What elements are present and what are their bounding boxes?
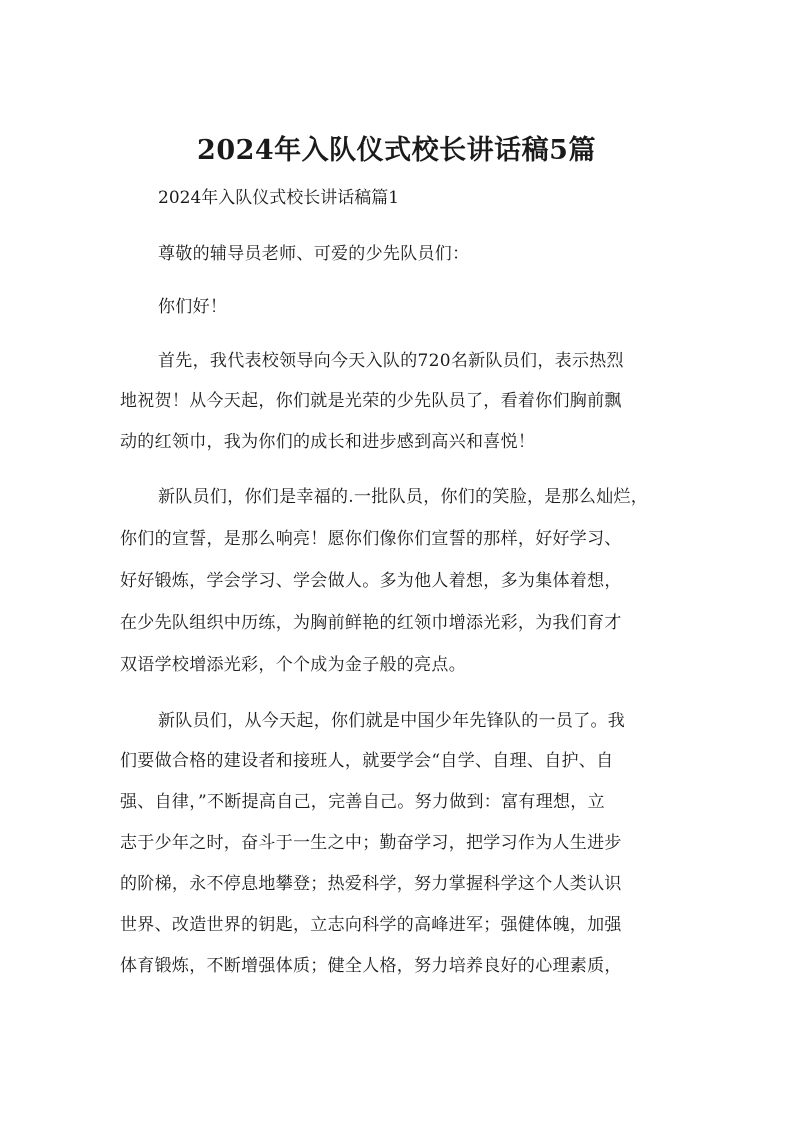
paragraph-3-line-2: 们要做合格的建设者和接班人，就要学会“自学、自理、自护、自	[120, 751, 614, 771]
paragraph-3-line-4: 志于少年之时，奋斗于一生之中；勤奋学习，把学习作为人生进步	[120, 833, 622, 853]
paragraph-3-line-7: 体育锻炼，不断增强体质；健全人格，努力培养良好的心理素质，	[120, 956, 622, 976]
paragraph-2-line-5: 双语学校增添光彩，个个成为金子般的亮点。	[120, 655, 466, 675]
paragraph-1-line-3: 动的红领巾，我为你们的成长和进步感到高兴和喜悦！	[120, 432, 536, 452]
document-title: 2024年入队仪式校长讲话稿5篇	[197, 135, 596, 166]
paragraph-3-line-6: 世界、改造世界的钥匙，立志向科学的高峰进军；强健体魄，加强	[120, 915, 622, 935]
paragraph-2-line-4: 在少先队组织中历练，为胸前鲜艳的红领巾增添光彩，为我们育才	[120, 613, 622, 633]
paragraph-1-line-1: 首先，我代表校领导向今天入队的720名新队员们，表示热烈	[158, 351, 624, 371]
paragraph-3-line-5: 的阶梯，永不停息地攀登；热爱科学，努力掌握科学这个人类认识	[120, 874, 622, 894]
paragraph-3-line-1: 新队员们，从今天起，你们就是中国少年先锋队的一员了。我	[158, 711, 626, 731]
paragraph-2-line-1: 新队员们，你们是幸福的.一批队员，你们的笑脸，是那么灿烂，	[158, 487, 649, 507]
salutation-line: 尊敬的辅导员老师、可爱的少先队员们：	[158, 244, 470, 264]
paragraph-1-line-2: 地祝贺！从今天起，你们就是光荣的少先队员了，看着你们胸前飘	[120, 391, 622, 411]
section-heading: 2024年入队仪式校长讲话稿篇1	[158, 188, 400, 208]
greeting-line: 你们好！	[158, 297, 228, 317]
paragraph-2-line-2: 你们的宣誓，是那么响亮！愿你们像你们宣誓的那样，好好学习、	[120, 529, 622, 549]
paragraph-3-line-3: 强、自律，”不断提高自己，完善自己。努力做到：富有理想，立	[120, 792, 605, 812]
paragraph-2-line-3: 好好锻炼，学会学习、学会做人。多为他人着想，多为集体着想，	[120, 571, 622, 591]
